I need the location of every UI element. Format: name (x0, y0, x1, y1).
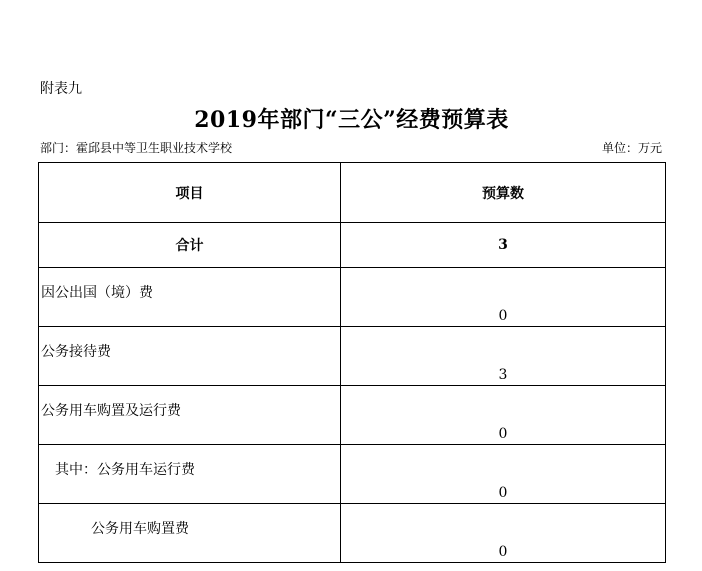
table-row (39, 327, 666, 386)
row-label: 其中：公务用车运行费 (39, 445, 341, 504)
row-label: 公务用车购置及运行费 (39, 386, 341, 445)
column-header-budget: 预算数 (341, 163, 666, 223)
total-label: 合计 (39, 223, 341, 268)
row-value: 0 (341, 445, 666, 504)
table-row (39, 386, 666, 445)
row-value: 0 (341, 386, 666, 445)
department-label: 部门：霍邱县中等卫生职业技术学校 (40, 141, 233, 155)
unit-label: 单位：万元 (601, 141, 662, 155)
total-row (39, 223, 666, 268)
table-header-row (39, 163, 666, 223)
row-label: 因公出国（境）费 (39, 268, 341, 327)
row-label: 公务用车购置费 (39, 504, 341, 563)
row-value: 3 (341, 327, 666, 386)
table-row (39, 504, 666, 563)
budget-table (38, 162, 666, 563)
table-row (39, 268, 666, 327)
row-label: 公务接待费 (39, 327, 341, 386)
page-title: 2019年部门“三公”经费预算表 (194, 107, 509, 133)
column-header-item: 项目 (39, 163, 341, 223)
total-value: 3 (341, 223, 666, 268)
row-value: 0 (341, 268, 666, 327)
row-value: 0 (341, 504, 666, 563)
appendix-label: 附表九 (40, 81, 82, 97)
table-row (39, 445, 666, 504)
